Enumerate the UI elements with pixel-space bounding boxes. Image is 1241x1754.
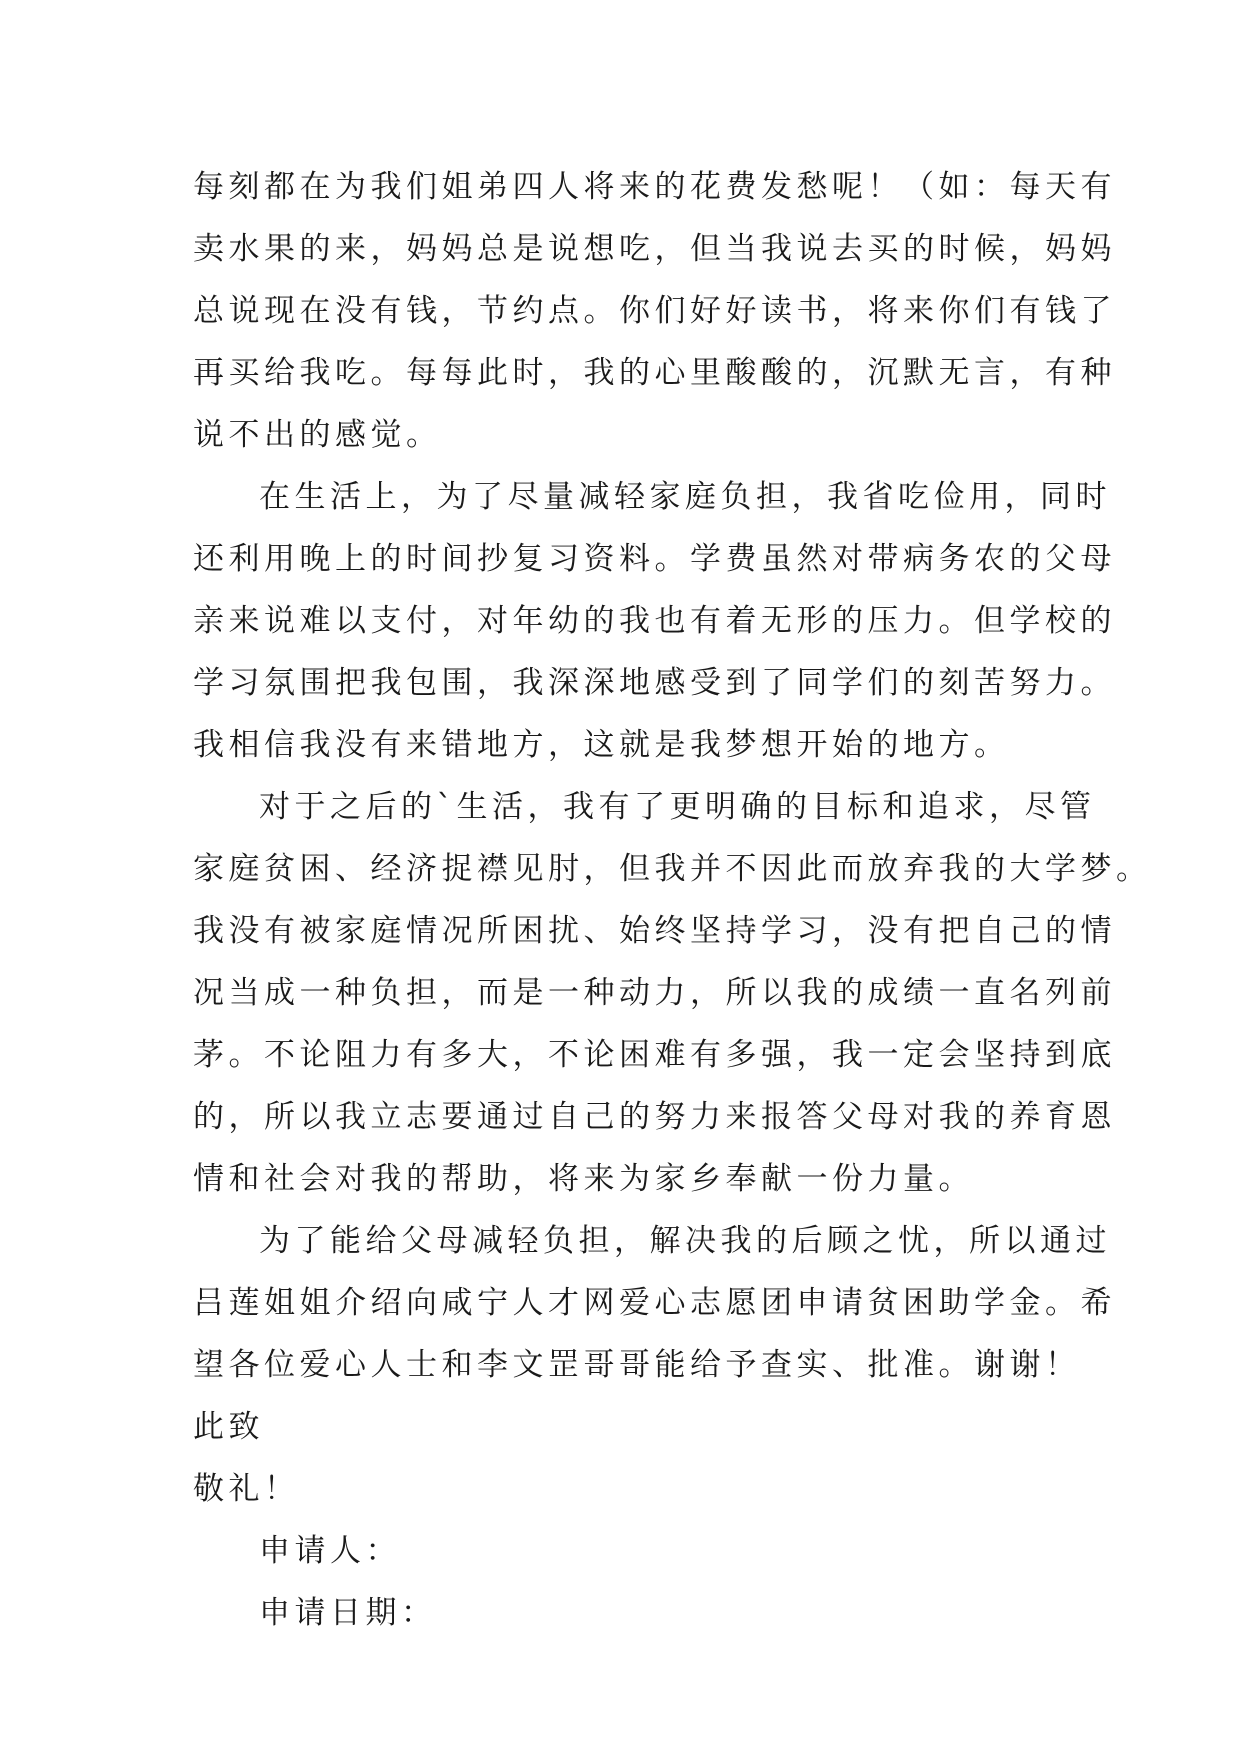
closing-line-1: 此致 (193, 1409, 264, 1445)
application-date-label: 申请日期： (259, 1595, 437, 1631)
text-line: 我相信我没有来错地方，这就是我梦想开始的地方。 (193, 727, 1010, 763)
text-line: 再买给我吃。每每此时，我的心里酸酸的，沉默无言，有种 (193, 355, 1116, 391)
applicant-label: 申请人： (259, 1533, 401, 1569)
text-line: 说不出的感觉。 (193, 417, 442, 453)
closing-line-2: 敬礼！ (193, 1471, 300, 1507)
paragraph-3 (193, 776, 1152, 1210)
paragraph-1 (193, 156, 1116, 466)
text-line: 情和社会对我的帮助，将来为家乡奉献一份力量。 (193, 1161, 974, 1197)
text-line: 还利用晚上的时间抄复习资料。学费虽然对带病务农的父母 (193, 541, 1116, 577)
text-line: 在生活上，为了尽量减轻家庭负担，我省吃俭用，同时 (259, 479, 1111, 515)
signature-block (193, 1520, 1073, 1644)
paragraph-4 (193, 1210, 1116, 1396)
text-line: 每刻都在为我们姐弟四人将来的花费发愁呢！（如：每天有 (193, 169, 1116, 205)
text-line: 家庭贫困、经济捉襟见肘，但我并不因此而放弃我的大学梦。 (193, 851, 1152, 887)
text-line: 总说现在没有钱，节约点。你们好好读书，将来你们有钱了 (193, 293, 1116, 329)
text-line: 况当成一种负担，而是一种动力，所以我的成绩一直名列前 (193, 975, 1116, 1011)
text-line: 亲来说难以支付，对年幼的我也有着无形的压力。但学校的 (193, 603, 1116, 639)
text-line: 我没有被家庭情况所困扰、始终坚持学习，没有把自己的情 (193, 913, 1116, 949)
text-line: 卖水果的来，妈妈总是说想吃，但当我说去买的时候，妈妈 (193, 231, 1116, 267)
text-line: 吕莲姐姐介绍向咸宁人才网爱心志愿团申请贫困助学金。希 (193, 1285, 1116, 1321)
paragraph-2 (193, 466, 1116, 776)
text-line: 的，所以我立志要通过自己的努力来报答父母对我的养育恩 (193, 1099, 1116, 1135)
text-line: 望各位爱心人士和李文罡哥哥能给予查实、批准。谢谢！ (193, 1347, 1081, 1383)
text-line: 为了能给父母减轻负担，解决我的后顾之忧，所以通过 (259, 1223, 1111, 1259)
text-line: 学习氛围把我包围，我深深地感受到了同学们的刻苦努力。 (193, 665, 1116, 701)
letter-body (193, 156, 1152, 1644)
closing (193, 1396, 1073, 1520)
text-line: 对于之后的`生活，我有了更明确的目标和追求，尽管 (259, 789, 1096, 825)
text-line: 茅。不论阻力有多大，不论困难有多强，我一定会坚持到底 (193, 1037, 1116, 1073)
